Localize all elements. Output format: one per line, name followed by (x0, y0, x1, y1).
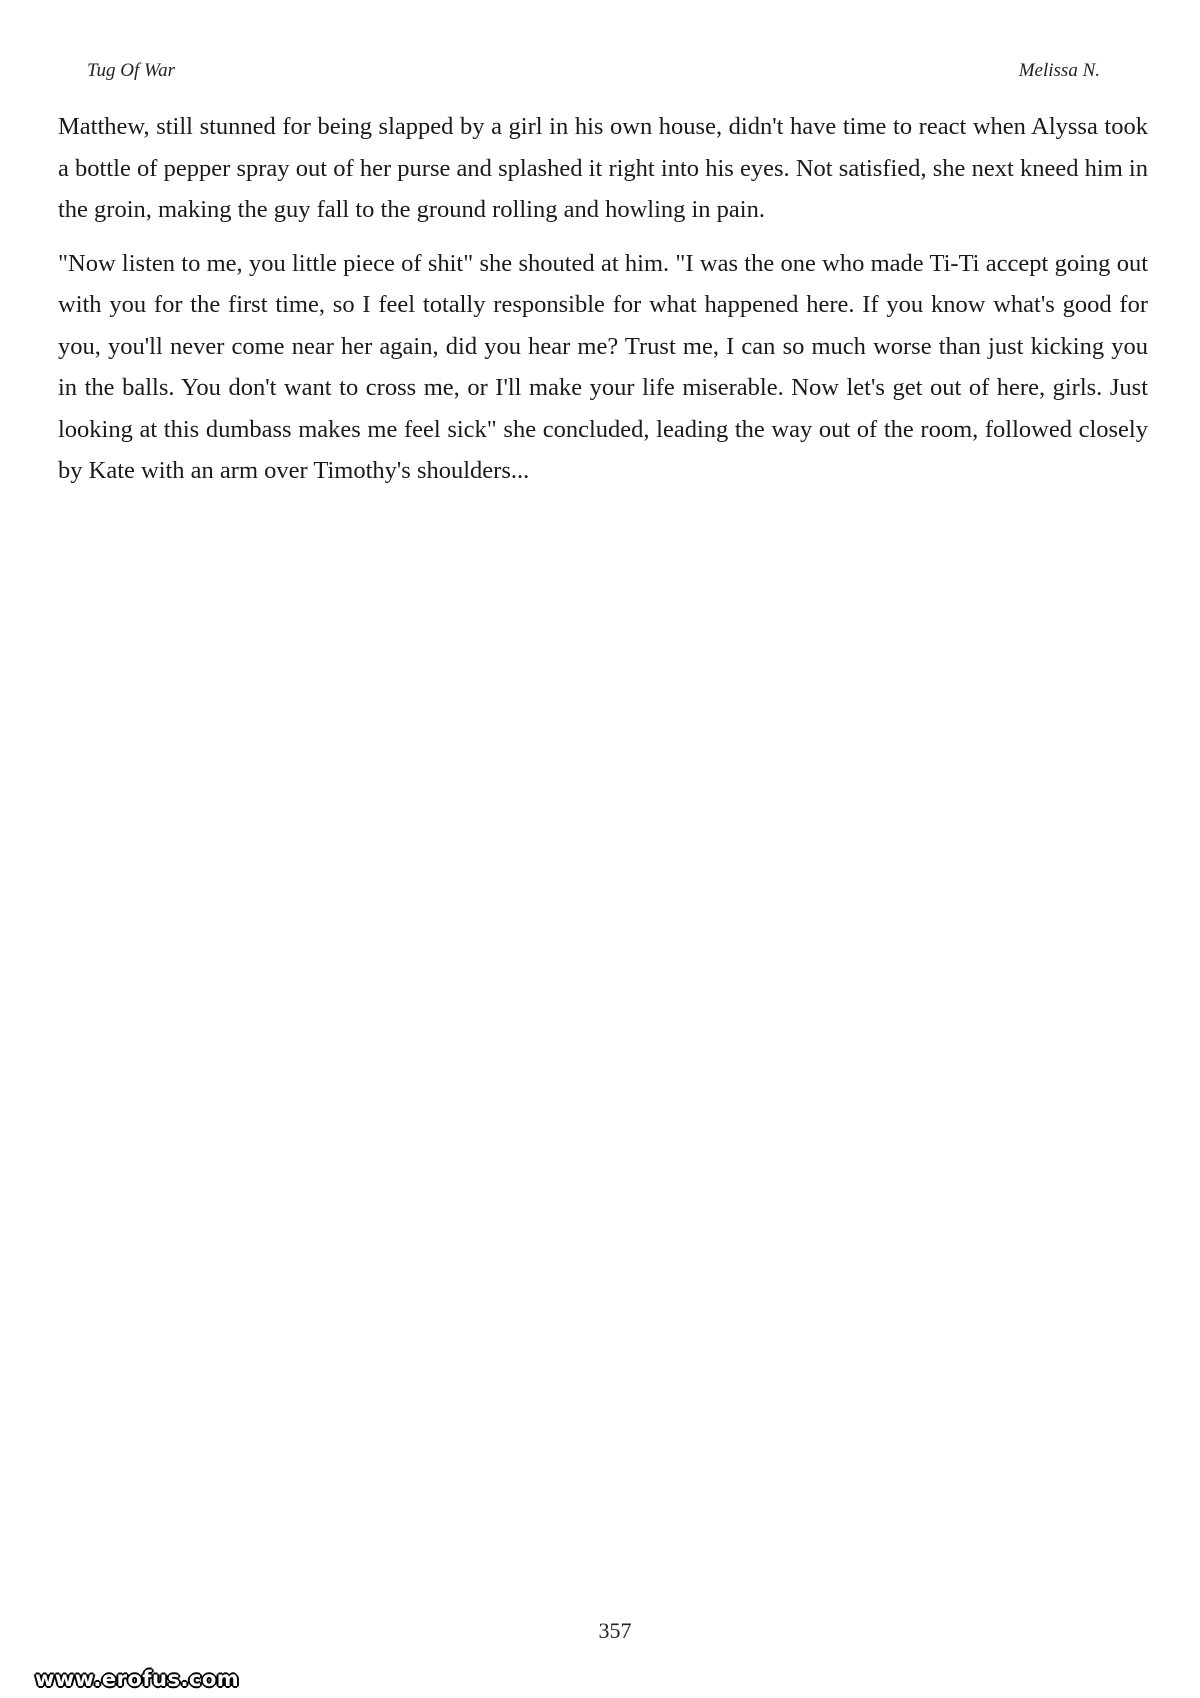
paragraph: Matthew, still stunned for being slapped by a girl in his own house, didn't have time to react when Alyssa took a bottle of pepper spray out of her purse and splashed it right into his eyes. Not satisfied, she next kneed him in the groin, making the guy fall to the ground rolling and howling in pain. (58, 113, 1148, 223)
author-name: Melissa N. (1018, 60, 1100, 81)
paragraph: "Now listen to me, you little piece of shit" she shouted at him. "I was the one who made Ti-Ti accept going out with you for the first time, so I feel totally responsible for what happened here. If you know what's good for you, you'll never come near her again, did you hear me? Trust me, I can so much worse than just kicking you in the balls. You don't want to cross me, or I'll make your life miserable. Now let's get out of here, girls. Just looking at this dumbass makes me feel sick" she concluded, leading the way out of the room, followed closely by Kate with an arm over Timothy's shoulders... (58, 249, 1148, 484)
book-title: Tug Of War (87, 60, 175, 81)
running-header (87, 60, 1100, 90)
watermark: www.erofus.com (35, 1667, 240, 1691)
body-text (58, 106, 1148, 504)
page-number: 357 (598, 1618, 632, 1643)
